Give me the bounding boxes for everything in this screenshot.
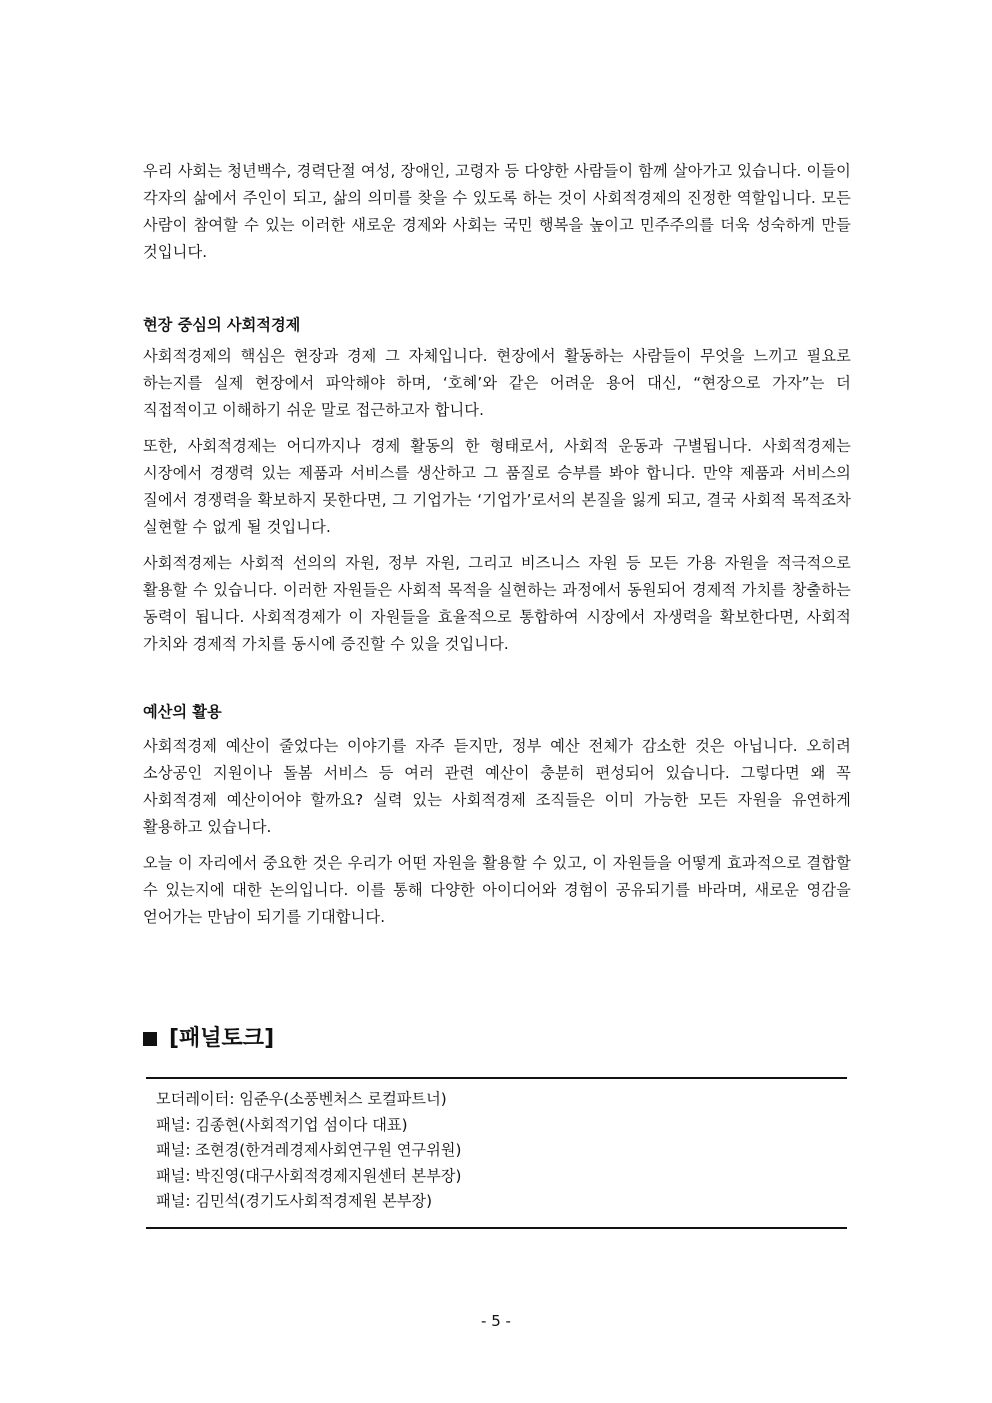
section-heading-field: 현장 중심의 사회적경제 xyxy=(143,316,301,334)
budget-paragraph-1: 사회적경제 예산이 줄었다는 이야기를 자주 듣지만, 정부 예산 전체가 감소한 것은 아닙니다. 오히려 소상공인 지원이나 돌봄 서비스 등 여러 관련 예산이 충분히 편성되어 있습니다. 그렇다면 왜 꼭 사회적경제 예산이어야 할까요? 실력 있는 사회적경제 조직들은 이미 가능한 모든 자원을 유연하게 활용하고 있습니다. xyxy=(143,737,851,836)
field-paragraph-3: 사회적경제는 사회적 선의의 자원, 정부 자원, 그리고 비즈니스 자원 등 모든 가용 자원을 적극적으로 활용할 수 있습니다. 이러한 자원들은 사회적 목적을 실현하는 과정에서 동원되어 경제적 가치를 창출하는 동력이 됩니다. 사회적경제가 이 자원들을 효율적으로 통합하여 시장에서 자생력을 확보한다면, 사회적 가치와 경제적 가치를 동시에 증진할 수 있을 것입니다. xyxy=(143,554,851,653)
panel-talk-title-text: [패널토크] xyxy=(169,1026,275,1051)
panel-member-moderator: 모더레이터: 임준우(소풍벤처스 로컬파트너) xyxy=(156,1090,447,1108)
page-number: - 5 - xyxy=(481,1312,511,1330)
square-bullet-icon xyxy=(143,1032,157,1046)
panel-member: 패널: 김종현(사회적기업 섬이다 대표) xyxy=(156,1115,408,1134)
intro-section xyxy=(143,158,851,275)
field-paragraph-2: 또한, 사회적경제는 어디까지나 경제 활동의 한 형태로서, 사회적 운동과 구별됩니다. 사회적경제는 시장에서 경쟁력 있는 제품과 서비스를 생산하고 그 품질로 승부를 봐야 합니다. 만약 제품과 서비스의 질에서 경쟁력을 확보하지 못한다면, 그 기업가는 ‘기업가’로서의 본질을 잃게 되고, 결국 사회적 목적조차 실현할 수 없게 될 것입니다. xyxy=(143,437,851,536)
panel-member: 패널: 박진영(대구사회적경제지원센터 본부장) xyxy=(156,1166,462,1185)
panel-member: 패널: 김민석(경기도사회적경제원 본부장) xyxy=(156,1192,433,1210)
panel-member: 패널: 조현경(한겨레경제사회연구원 연구위원) xyxy=(156,1141,462,1159)
panel-talk-title xyxy=(143,1022,274,1056)
panel-member-box xyxy=(146,1077,847,1229)
field-paragraph-1: 사회적경제의 핵심은 현장과 경제 그 자체입니다. 현장에서 활동하는 사람들이 무엇을 느끼고 필요로 하는지를 실제 현장에서 파악해야 하며, ‘호혜’와 같은 어려운 용어 대신, “현장으로 가자”는 더 직접적이고 이해하기 쉬운 말로 접근하고자 합니다. xyxy=(143,347,851,419)
intro-paragraph: 우리 사회는 청년백수, 경력단절 여성, 장애인, 고령자 등 다양한 사람들이 함께 살아가고 있습니다. 이들이 각자의 삶에서 주인이 되고, 삶의 의미를 찾을 수 있도록 하는 것이 사회적경제의 진정한 역할입니다. 모든 사람이 참여할 수 있는 이러한 새로운 경제와 사회는 국민 행복을 높이고 민주주의를 더욱 성숙하게 만들 것입니다. xyxy=(143,162,851,261)
section-heading-budget: 예산의 활용 xyxy=(143,703,222,721)
budget-section-body xyxy=(143,733,851,940)
budget-paragraph-2: 오늘 이 자리에서 중요한 것은 우리가 어떤 자원을 활용할 수 있고, 이 자원들을 어떻게 효과적으로 결합할 수 있는지에 대한 논의입니다. 이를 통해 다양한 아이디어와 경험이 공유되기를 바라며, 새로운 영감을 얻어가는 만남이 되기를 기대합니다. xyxy=(143,854,851,926)
field-section-body xyxy=(143,343,851,667)
panel-member-list xyxy=(146,1079,847,1215)
